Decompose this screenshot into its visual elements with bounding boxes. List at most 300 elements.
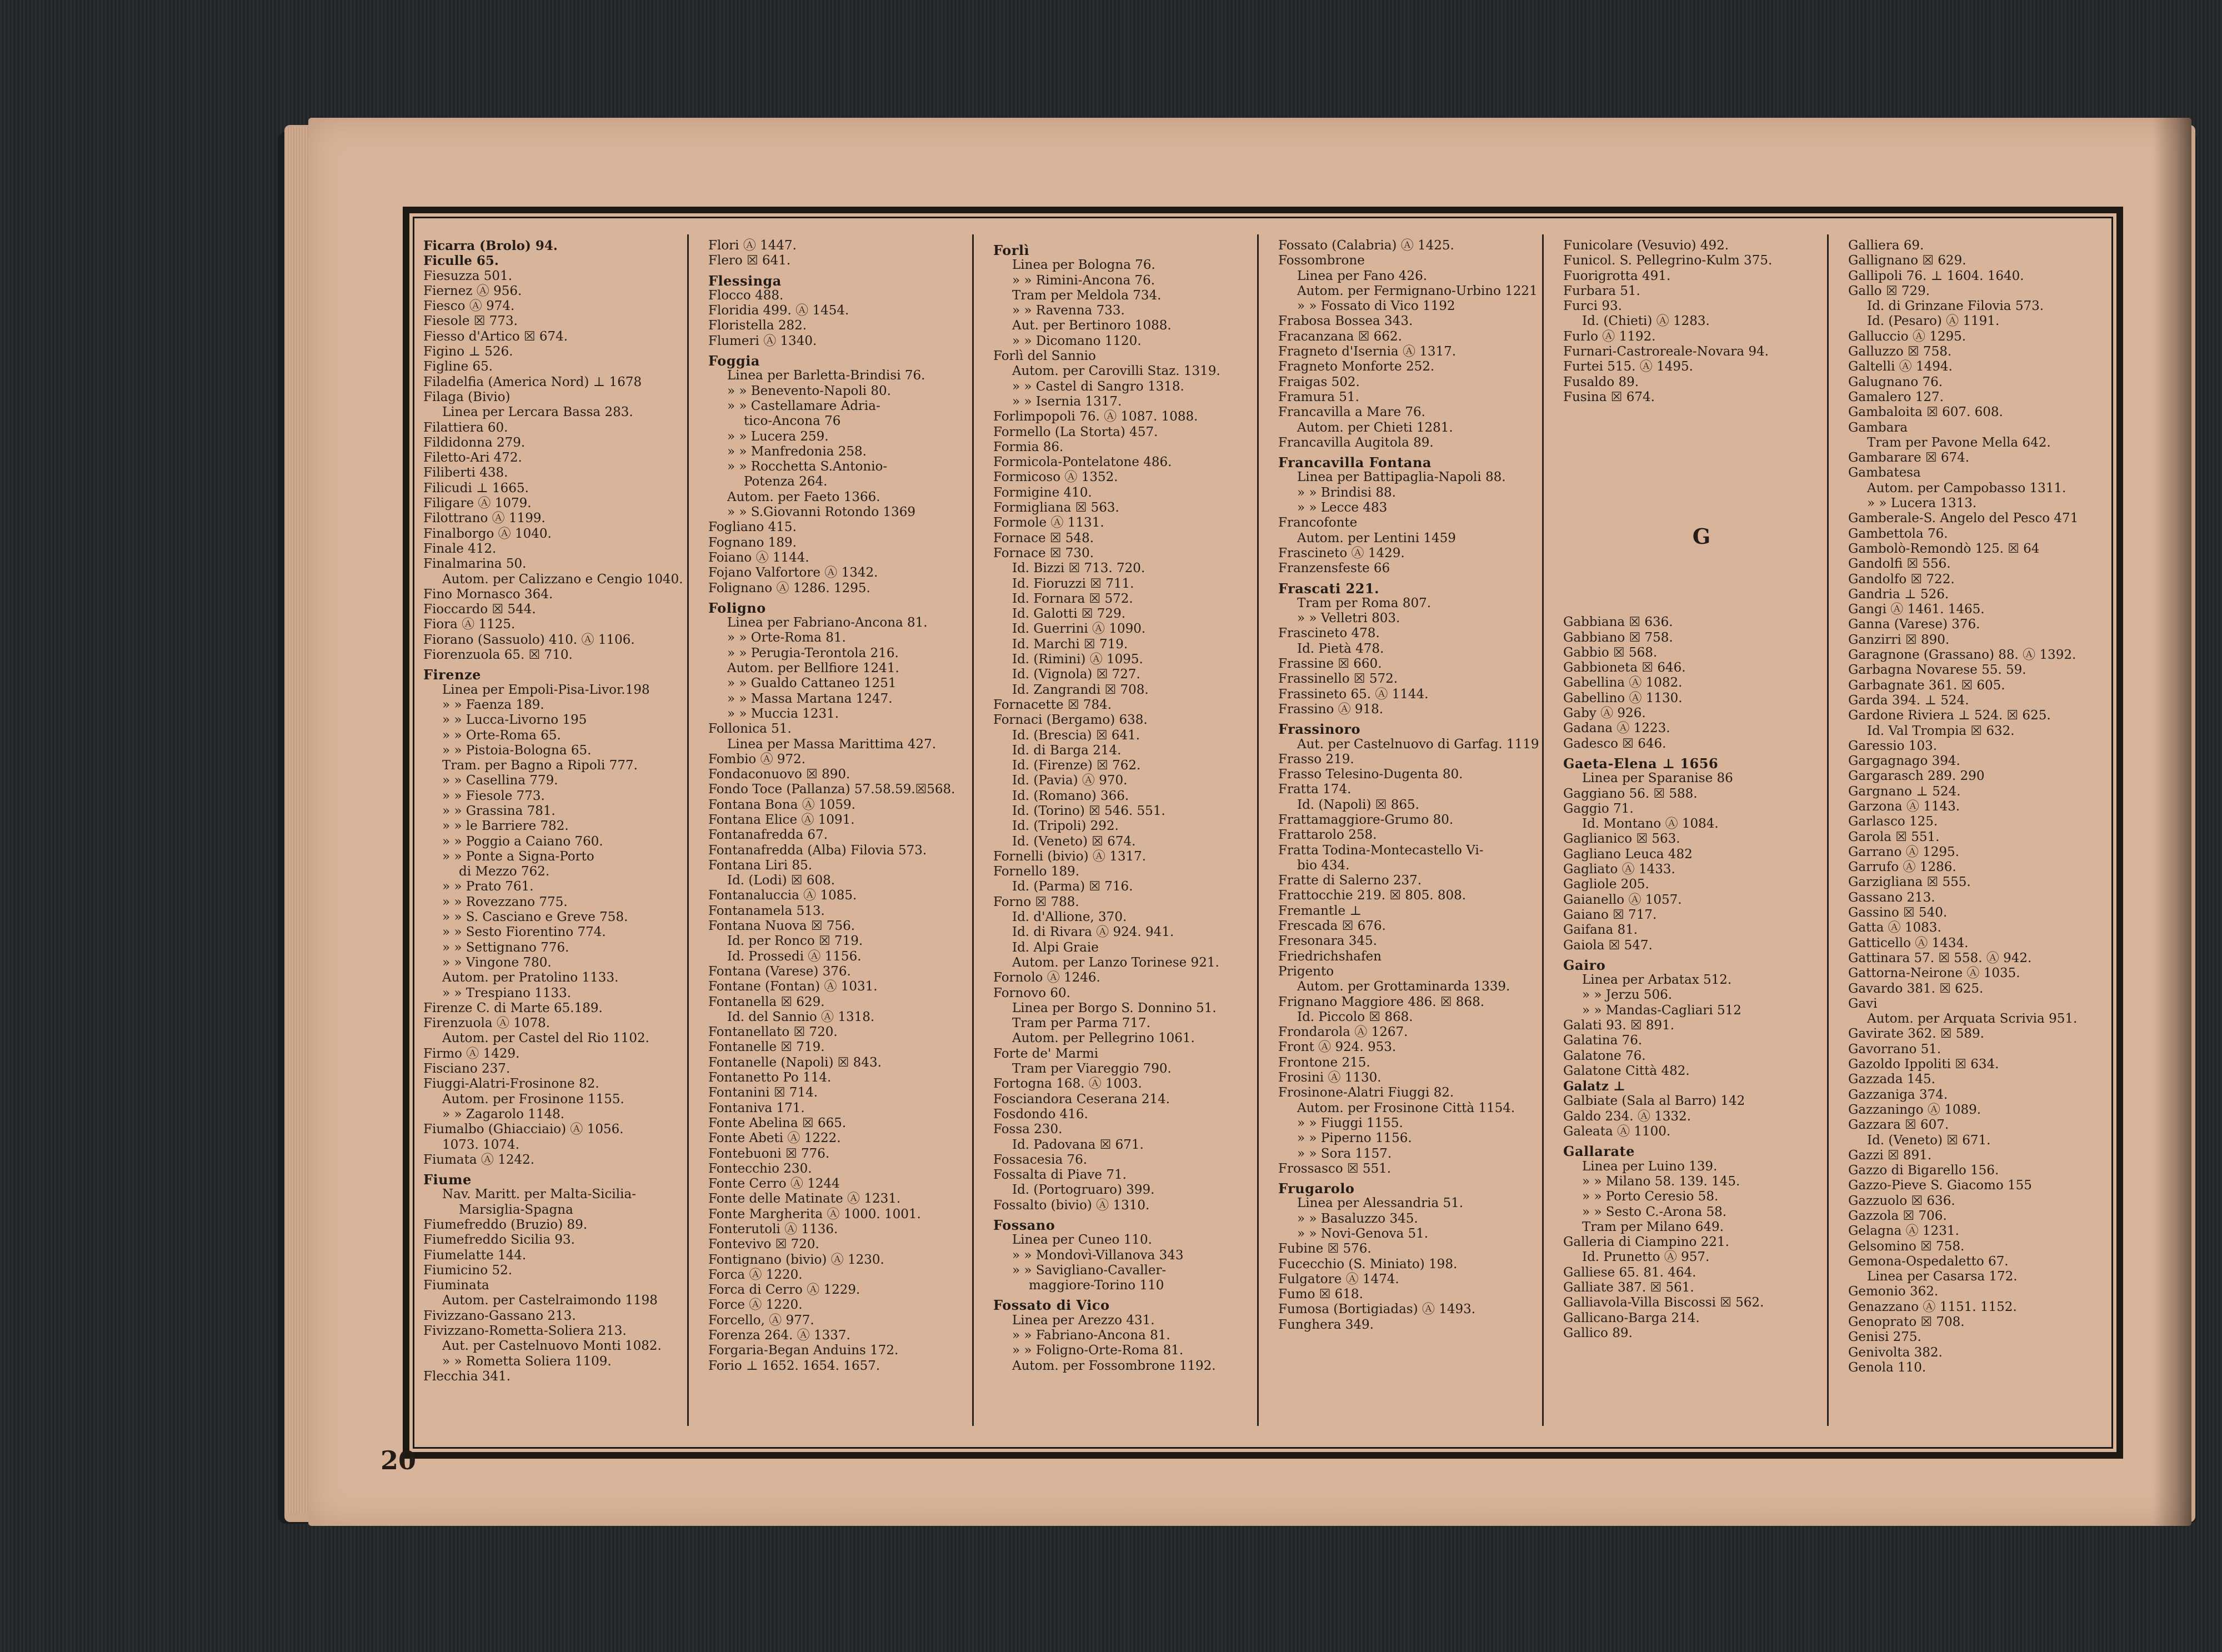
index-entry: Id. Bizzi ☒ 713. 720. <box>1012 561 1145 576</box>
index-entry: Fonterutoli Ⓐ 1136. <box>708 1222 838 1237</box>
index-entry: Frabosa Bossea 343. <box>1278 314 1413 329</box>
index-entry: Fontanetto Po 114. <box>708 1070 832 1085</box>
index-frame <box>403 207 2123 1459</box>
index-entry: » » Manfredonia 258. <box>727 444 867 459</box>
index-entry: Forio ⊥ 1652. 1654. 1657. <box>708 1358 880 1373</box>
index-entry: » » Orte-Roma 65. <box>442 728 561 743</box>
page-number: 20 <box>381 1445 417 1475</box>
index-column-6 <box>1848 238 2125 1433</box>
index-entry: » » Orte-Roma 81. <box>727 630 846 645</box>
index-entry: Garlasco 125. <box>1848 814 1938 829</box>
index-entry: Fratta 174. <box>1278 782 1352 797</box>
index-entry: Fontana Bona Ⓐ 1059. <box>708 797 855 812</box>
index-entry: Galliera 69. <box>1848 238 1924 253</box>
index-entry: Aut. per Castelnuovo di Garfag. 1119 <box>1297 737 1539 752</box>
index-heading: Francavilla Fontana <box>1278 454 1432 471</box>
index-entry: Autom. per Campobasso 1311. <box>1867 480 2066 495</box>
index-entry: Frignano Maggiore 486. ☒ 868. <box>1278 994 1485 1009</box>
index-entry: Gazzaningo Ⓐ 1089. <box>1848 1102 1981 1117</box>
index-entry: » » Muccia 1231. <box>727 706 839 721</box>
index-entry: Fucecchio (S. Miniato) 198. <box>1278 1256 1458 1271</box>
index-entry: Genisi 275. <box>1848 1330 1921 1345</box>
index-entry: » » Faenza 189. <box>442 697 544 712</box>
index-entry: Frascineto Ⓐ 1429. <box>1278 545 1405 560</box>
index-entry: Id. (Lodi) ☒ 608. <box>727 873 835 888</box>
index-entry: Id. Val Trompia ☒ 632. <box>1867 723 2015 738</box>
index-entry: di Mezzo 762. <box>459 864 550 879</box>
index-entry: Linea per Borgo S. Donnino 51. <box>1012 1000 1217 1015</box>
index-heading: Frugarolo <box>1278 1180 1355 1197</box>
index-entry: Tram per Milano 649. <box>1582 1219 1724 1234</box>
index-entry: » » Foligno-Orte-Roma 81. <box>1012 1343 1184 1358</box>
index-entry: Fivizzano-Rometta-Soliera 213. <box>423 1324 627 1339</box>
index-entry: Gamberale-S. Angelo del Pesco 471 <box>1848 511 2079 526</box>
index-entry: Galati 93. ☒ 891. <box>1563 1018 1675 1033</box>
index-entry: Gattorna-Neirone Ⓐ 1035. <box>1848 966 2020 981</box>
index-entry: Autom. per Castel del Rio 1102. <box>442 1031 649 1046</box>
index-entry: Genazzano Ⓐ 1151. 1152. <box>1848 1299 2017 1314</box>
book-page <box>308 118 2191 1526</box>
index-entry: Tram per Roma 807. <box>1297 595 1432 610</box>
index-entry: Id. Galotti ☒ 729. <box>1012 607 1126 622</box>
index-entry: Filetto-Ari 472. <box>423 450 522 465</box>
index-entry: » » Savigliano-Cavaller- <box>1012 1263 1167 1278</box>
index-heading: Fossano <box>993 1217 1055 1233</box>
index-entry: Fortogna 168. Ⓐ 1003. <box>993 1077 1142 1092</box>
index-entry: » » Trespiano 1133. <box>442 985 572 1000</box>
index-entry: » » Fiesole 773. <box>442 788 545 803</box>
index-entry: Figline 65. <box>423 359 493 374</box>
index-entry: » » Massa Martana 1247. <box>727 691 893 706</box>
index-entry: » » Ponte a Signa-Porto <box>442 849 594 864</box>
index-entry: Formello (La Storta) 457. <box>993 424 1158 439</box>
index-entry: Fiuminata <box>423 1278 489 1293</box>
index-entry: Flero ☒ 641. <box>708 253 791 268</box>
index-entry: Forca Ⓐ 1220. <box>708 1267 803 1282</box>
index-entry: Fontebuoni ☒ 776. <box>708 1146 830 1161</box>
index-entry: Gazzola ☒ 706. <box>1848 1209 1947 1223</box>
index-entry: Gaianello Ⓐ 1057. <box>1563 892 1682 907</box>
index-entry: Id. (Rimini) Ⓐ 1095. <box>1012 652 1143 667</box>
index-entry: » » Zagarolo 1148. <box>442 1107 565 1122</box>
index-entry: Id. di Grinzane Filovia 573. <box>1867 299 2044 314</box>
index-entry: Frattarolo 258. <box>1278 828 1377 843</box>
index-entry: Fiesco Ⓐ 974. <box>423 299 515 314</box>
blank-line <box>1563 458 1840 485</box>
index-entry: Gambara <box>1848 420 1908 435</box>
index-entry: Formicola-Pontelatone 486. <box>993 455 1172 470</box>
index-entry: Forgaria-Began Anduins 172. <box>708 1343 899 1358</box>
index-entry: Genola 110. <box>1848 1360 1926 1375</box>
index-entry: Fontanella ☒ 629. <box>708 994 825 1009</box>
index-entry: Fonte Margherita Ⓐ 1000. 1001. <box>708 1207 921 1222</box>
index-entry: Funicolare (Vesuvio) 492. <box>1563 238 1729 253</box>
index-entry: Gargarasch 289. 290 <box>1848 769 1985 784</box>
index-entry: Garbagna Novarese 55. 59. <box>1848 663 2026 678</box>
index-entry: Follonica 51. <box>708 722 792 737</box>
index-entry: Fiesole ☒ 773. <box>423 314 518 329</box>
index-heading: Fossato di Vico <box>993 1297 1110 1314</box>
index-entry: Fonte Cerro Ⓐ 1244 <box>708 1177 840 1192</box>
index-entry: Galtelli Ⓐ 1494. <box>1848 359 1953 374</box>
index-entry: Marsiglia-Spagna <box>459 1202 573 1217</box>
index-entry: Funghera 349. <box>1278 1317 1374 1332</box>
index-entry: Id. (Veneto) ☒ 671. <box>1867 1133 1991 1148</box>
index-entry: Id. Fornara ☒ 572. <box>1012 591 1133 606</box>
index-entry: Gazzo di Bigarello 156. <box>1848 1163 1999 1178</box>
index-entry: Gattinara 57. ☒ 558. Ⓐ 942. <box>1848 950 2032 965</box>
index-entry: Fiorano (Sassuolo) 410. Ⓐ 1106. <box>423 632 635 647</box>
index-entry: Id. Prunetto Ⓐ 957. <box>1582 1250 1710 1265</box>
index-entry: Gallico 89. <box>1563 1325 1633 1340</box>
index-entry: Fontanamela 513. <box>708 903 825 918</box>
index-entry: Gangi Ⓐ 1461. 1465. <box>1848 602 1985 617</box>
index-entry: Gabbiana ☒ 636. <box>1563 615 1673 630</box>
index-column-2 <box>708 238 985 1433</box>
index-entry: Fulgatore Ⓐ 1474. <box>1278 1271 1399 1286</box>
index-entry: » » Casellina 779. <box>442 773 558 788</box>
index-heading: Gairo <box>1563 957 1606 973</box>
index-entry: Id. Prossedi Ⓐ 1156. <box>727 949 862 964</box>
index-entry: Id. (Pesaro) Ⓐ 1191. <box>1867 314 2000 329</box>
index-entry: Gelsomino ☒ 758. <box>1848 1239 1965 1254</box>
index-entry: Gazzara ☒ 607. <box>1848 1118 1949 1133</box>
index-entry: Fontanafredda 67. <box>708 828 828 843</box>
index-entry: Genivolta 382. <box>1848 1345 1943 1360</box>
index-entry: Gagliole 205. <box>1563 877 1649 892</box>
index-entry: Id. (Veneto) ☒ 674. <box>1012 834 1136 849</box>
index-entry: Autom. per Fermignano-Urbino 1221 <box>1297 283 1538 298</box>
index-entry: Linea per Arezzo 431. <box>1012 1313 1155 1328</box>
index-entry: Folignano Ⓐ 1286. 1295. <box>708 580 870 595</box>
index-entry: Fiesuzza 501. <box>423 268 513 283</box>
index-entry: Autom. per Carovilli Staz. 1319. <box>1012 364 1220 379</box>
index-entry: » » Sora 1157. <box>1297 1146 1392 1161</box>
index-entry: Fontignano (bivio) Ⓐ 1230. <box>708 1252 884 1267</box>
index-entry: Fiumefreddo (Bruzio) 89. <box>423 1218 588 1232</box>
index-entry: Id. (Torino) ☒ 546. 551. <box>1012 803 1165 818</box>
index-entry: Autom. per Lanzo Torinese 921. <box>1012 955 1219 970</box>
index-entry: Fratta Todina-Montecastello Vi- <box>1278 843 1484 858</box>
index-entry: Autom. per Frosinone Città 1154. <box>1297 1100 1515 1115</box>
index-entry: Tram per Parma 717. <box>1012 1016 1151 1031</box>
index-entry: Id. Zangrandi ☒ 708. <box>1012 682 1149 697</box>
index-entry: » » Benevento-Napoli 80. <box>727 383 891 398</box>
index-entry: Foiano Ⓐ 1144. <box>708 550 809 565</box>
index-entry: » » Fossato di Vico 1192 <box>1297 299 1455 314</box>
index-entry: Forte de' Marmi <box>993 1046 1099 1061</box>
index-entry: Fiesso d'Artico ☒ 674. <box>423 329 568 344</box>
index-entry: Gaiola ☒ 547. <box>1563 938 1653 953</box>
index-entry: Id. per Ronco ☒ 719. <box>727 934 863 949</box>
index-entry: Formicoso Ⓐ 1352. <box>993 470 1118 485</box>
index-entry: Gemona-Ospedaletto 67. <box>1848 1254 2009 1269</box>
index-entry: Gatta Ⓐ 1083. <box>1848 920 1941 935</box>
index-entry: Gazoldo Ippoliti ☒ 634. <box>1848 1057 1999 1072</box>
index-entry: Gallo ☒ 729. <box>1848 283 1930 298</box>
letter-heading: G <box>1692 524 1711 549</box>
index-column-4 <box>1278 238 1555 1433</box>
index-entry: » » Rovezzano 775. <box>442 894 568 909</box>
index-entry: Fontanelle (Napoli) ☒ 843. <box>708 1055 882 1070</box>
index-entry: Fontane (Fontan) Ⓐ 1031. <box>708 979 878 994</box>
index-column-3 <box>993 238 1270 1433</box>
index-entry: Linea per Luino 139. <box>1582 1159 1718 1174</box>
index-entry: Frassinello ☒ 572. <box>1278 672 1398 687</box>
index-entry: Tram. per Bagno a Ripoli 777. <box>442 758 638 773</box>
index-entry: Filattiera 60. <box>423 420 508 435</box>
index-entry: Id. (Tripoli) 292. <box>1012 819 1119 834</box>
index-entry: Fossacesia 76. <box>993 1152 1088 1167</box>
index-entry: Gazzada 145. <box>1848 1072 1935 1087</box>
index-entry: Fossombrone <box>1278 253 1365 268</box>
index-entry: Galluccio Ⓐ 1295. <box>1848 329 1966 344</box>
index-entry: Fornovo 60. <box>993 985 1070 1000</box>
index-entry: Autom. per Frosinone 1155. <box>442 1092 624 1107</box>
index-entry: Gavardo 381. ☒ 625. <box>1848 981 1984 996</box>
index-entry: Fornace ☒ 548. <box>993 530 1094 545</box>
index-entry: » » Sesto Fiorentino 774. <box>442 925 606 940</box>
index-entry: Id. (Romano) 366. <box>1012 788 1129 803</box>
index-entry: Fonte Abeti Ⓐ 1222. <box>708 1131 841 1146</box>
index-entry: Fossato (Calabria) Ⓐ 1425. <box>1278 238 1454 253</box>
index-entry: Id. (Vignola) ☒ 727. <box>1012 667 1140 682</box>
index-entry: Fondo Toce (Pallanza) 57.58.59.☒568. <box>708 782 955 797</box>
index-entry: Galbiate (Sala al Barro) 142 <box>1563 1094 1745 1109</box>
index-entry: Id. Montano Ⓐ 1084. <box>1582 817 1719 832</box>
index-entry: » » Rimini-Ancona 76. <box>1012 273 1155 288</box>
index-entry: Gaglianico ☒ 563. <box>1563 832 1680 847</box>
index-entry: Id. Marchi ☒ 719. <box>1012 637 1128 652</box>
index-entry: Id. Guerrini Ⓐ 1090. <box>1012 622 1146 637</box>
index-entry: Fontana Nuova ☒ 756. <box>708 919 855 934</box>
index-entry: Fondaconuovo ☒ 890. <box>708 767 850 782</box>
index-entry: Id. (Chieti) Ⓐ 1283. <box>1582 314 1710 329</box>
index-entry: » » Lucera 1313. <box>1867 496 1977 511</box>
index-entry: » » Jerzu 506. <box>1582 988 1673 1003</box>
index-entry: » » Settignano 776. <box>442 940 569 955</box>
index-entry: Frassineto 65. Ⓐ 1144. <box>1278 687 1429 702</box>
index-entry: Garrano Ⓐ 1295. <box>1848 844 1959 859</box>
index-entry: » » Ravenna 733. <box>1012 303 1125 318</box>
index-entry: Fiorenzuola 65. ☒ 710. <box>423 648 573 663</box>
index-entry: » » Pistoia-Bologna 65. <box>442 743 592 758</box>
index-entry: Gaifana 81. <box>1563 923 1638 938</box>
index-entry: Gadana Ⓐ 1223. <box>1563 721 1670 736</box>
index-entry: Gandolfo ☒ 722. <box>1848 572 1955 587</box>
index-entry: Gaiano ☒ 717. <box>1563 907 1657 922</box>
index-entry: Autom. per Pratolino 1133. <box>442 970 619 985</box>
index-entry: Filiberti 438. <box>423 465 508 480</box>
index-entry: Galugnano 76. <box>1848 374 1943 389</box>
index-entry: Fognano 189. <box>708 535 797 550</box>
index-entry: Funicol. S. Pellegrino-Kulm 375. <box>1563 253 1773 268</box>
index-entry: Frasso 219. <box>1278 752 1354 767</box>
index-entry: Fragneto d'Isernia Ⓐ 1317. <box>1278 344 1457 359</box>
index-entry: bio 434. <box>1297 858 1350 873</box>
index-entry: Gagliato Ⓐ 1433. <box>1563 862 1675 877</box>
index-entry: Autom. per Arquata Scrivia 951. <box>1867 1012 2078 1027</box>
index-entry: Id. del Sannio Ⓐ 1318. <box>727 1009 875 1024</box>
index-entry: Frescada ☒ 676. <box>1278 919 1386 934</box>
index-entry: Id. Alpi Graie <box>1012 940 1099 955</box>
index-entry: » » Brindisi 88. <box>1297 485 1396 500</box>
index-entry: Galatone 76. <box>1563 1048 1646 1063</box>
index-entry: Gabellino Ⓐ 1130. <box>1563 690 1683 705</box>
index-entry: Gavirate 362. ☒ 589. <box>1848 1027 1984 1042</box>
index-entry: Ficarra (Brolo) 94. <box>423 238 558 253</box>
index-entry: Garzona Ⓐ 1143. <box>1848 799 1960 814</box>
index-entry: Id. di Rivara Ⓐ 924. 941. <box>1012 925 1174 940</box>
index-entry: Fumosa (Bortigiadas) Ⓐ 1493. <box>1278 1302 1476 1317</box>
index-entry: Franzensfeste 66 <box>1278 561 1390 576</box>
index-entry: Id. d'Allione, 370. <box>1012 910 1127 925</box>
index-entry: Prigento <box>1278 964 1334 979</box>
index-entry: Tram per Viareggio 790. <box>1012 1062 1172 1077</box>
blank-line <box>1563 562 1840 588</box>
index-entry: » » Milano 58. 139. 145. <box>1582 1174 1740 1189</box>
index-entry: » » Lucca-Livorno 195 <box>442 713 587 728</box>
index-entry: tico-Ancona 76 <box>744 414 841 429</box>
index-entry: Frascineto 478. <box>1278 626 1380 641</box>
book-spine-shadow <box>2153 118 2191 1526</box>
index-entry: Gaby Ⓐ 926. <box>1563 706 1646 721</box>
index-entry: Fornelli (bivio) Ⓐ 1317. <box>993 849 1147 864</box>
index-entry: Autom. per Calizzano e Cengio 1040. <box>442 572 683 587</box>
index-entry: » » Vingone 780. <box>442 955 552 970</box>
index-entry: Id. (Brescia) ☒ 641. <box>1012 728 1140 743</box>
index-entry: Frassine ☒ 660. <box>1278 657 1382 672</box>
index-entry: » » Castel di Sangro 1318. <box>1012 379 1184 394</box>
index-entry: Garola ☒ 551. <box>1848 829 1940 844</box>
index-entry: Gambolò-Remondò 125. ☒ 64 <box>1848 541 2040 556</box>
index-entry: Filadelfia (America Nord) ⊥ 1678 <box>423 374 642 389</box>
index-entry: Firmo Ⓐ 1429. <box>423 1046 520 1061</box>
index-entry: Galatz ⊥ <box>1563 1079 1625 1094</box>
index-entry: Fontana Elice Ⓐ 1091. <box>708 812 855 827</box>
index-entry: Fraigas 502. <box>1278 374 1360 389</box>
index-entry: Fratte di Salerno 237. <box>1278 873 1422 888</box>
index-entry: Firenzuola Ⓐ 1078. <box>423 1016 551 1031</box>
index-entry: Floridia 499. Ⓐ 1454. <box>708 303 849 318</box>
index-entry: Id. Pietà 478. <box>1297 641 1384 656</box>
index-entry: Fombio Ⓐ 972. <box>708 752 806 767</box>
index-entry: Gamalero 127. <box>1848 389 1944 404</box>
index-entry: Fontanellato ☒ 720. <box>708 1025 838 1040</box>
index-entry: Gazzi ☒ 891. <box>1848 1148 1932 1163</box>
index-entry: Fontevivo ☒ 720. <box>708 1237 819 1252</box>
index-entry: Fontanafredda (Alba) Filovia 573. <box>708 843 927 858</box>
index-entry: » » Dicomano 1120. <box>1012 333 1142 348</box>
index-entry: Fontanaluccia Ⓐ 1085. <box>708 888 857 903</box>
index-entry: Fonte Abelina ☒ 665. <box>708 1115 847 1130</box>
index-heading: Gaeta-Elena ⊥ 1656 <box>1563 755 1719 772</box>
index-entry: » » Perugia-Terontola 216. <box>727 645 899 660</box>
index-entry: Fubine ☒ 576. <box>1278 1241 1372 1256</box>
index-entry: Linea per Fabriano-Ancona 81. <box>727 615 928 630</box>
index-entry: Finale 412. <box>423 541 497 556</box>
index-entry: Fonte delle Matinate Ⓐ 1231. <box>708 1192 901 1207</box>
index-entry: Potenza 264. <box>744 474 828 489</box>
index-entry: Linea per Massa Marittima 427. <box>727 737 937 752</box>
index-entry: Fragneto Monforte 252. <box>1278 359 1435 374</box>
index-entry: Fornolo Ⓐ 1246. <box>993 970 1100 985</box>
index-entry: » » Rocchetta S.Antonio- <box>727 459 888 474</box>
index-entry: Fontecchio 230. <box>708 1161 812 1176</box>
index-entry: Gargagnago 394. <box>1848 754 1960 769</box>
index-entry: Id. di Barga 214. <box>1012 743 1122 758</box>
index-entry: Linea per Fano 426. <box>1297 268 1428 283</box>
index-entry: Fildidonna 279. <box>423 435 526 450</box>
index-entry: Gagliano Leuca 482 <box>1563 847 1693 862</box>
index-entry: Galliese 65. 81. 464. <box>1563 1265 1696 1280</box>
index-entry: Fornacette ☒ 784. <box>993 697 1112 712</box>
index-heading: Gallarate <box>1563 1143 1635 1160</box>
index-entry: Galluzzo ☒ 758. <box>1848 344 1952 359</box>
index-entry: Id. (Napoli) ☒ 865. <box>1297 797 1419 812</box>
index-entry: Fiuggi-Alatri-Frosinone 82. <box>423 1077 599 1092</box>
index-entry: Forlimpopoli 76. Ⓐ 1087. 1088. <box>993 409 1198 424</box>
index-entry: Autom. per Castelraimondo 1198 <box>442 1293 658 1308</box>
index-entry: Fracanzana ☒ 662. <box>1278 329 1402 344</box>
blank-line <box>1563 485 1840 512</box>
index-entry: Frasso Telesino-Dugenta 80. <box>1278 767 1463 782</box>
index-entry: Linea per Sparanise 86 <box>1582 771 1733 786</box>
index-entry: Forcello, Ⓐ 977. <box>708 1313 814 1328</box>
index-entry: Furci 93. <box>1563 299 1622 314</box>
index-entry: Gatticello Ⓐ 1434. <box>1848 935 1969 950</box>
index-entry: » » Isernia 1317. <box>1012 394 1122 409</box>
index-entry: Tram per Meldola 734. <box>1012 288 1162 303</box>
index-entry: Garbagnate 361. ☒ 605. <box>1848 678 2005 693</box>
index-column-1 <box>423 238 700 1433</box>
index-entry: Linea per Alessandria 51. <box>1297 1196 1464 1211</box>
index-entry: Id. (Parma) ☒ 716. <box>1012 879 1133 894</box>
index-heading: Firenze <box>423 667 481 683</box>
index-entry: Frattamaggiore-Grumo 80. <box>1278 812 1454 827</box>
index-entry: Francofonte <box>1278 515 1358 530</box>
index-entry: » » Velletri 803. <box>1297 611 1400 626</box>
index-entry: Fiumalbo (Ghiacciaio) Ⓐ 1056. <box>423 1122 624 1137</box>
index-entry: Garagnone (Grassano) 88. Ⓐ 1392. <box>1848 648 2076 663</box>
index-entry: Gambaloita ☒ 607. 608. <box>1848 405 2003 420</box>
index-entry: Galeata Ⓐ 1100. <box>1563 1124 1671 1139</box>
index-entry: Autom. per Faeto 1366. <box>727 489 880 504</box>
index-entry: Galliavola-Villa Biscossi ☒ 562. <box>1563 1295 1764 1310</box>
index-entry: Forno ☒ 788. <box>993 894 1079 909</box>
index-entry: Gandria ⊥ 526. <box>1848 587 1949 602</box>
index-entry: Formole Ⓐ 1131. <box>993 515 1104 530</box>
index-entry: Fontanelle ☒ 719. <box>708 1040 825 1055</box>
index-entry: Galliate 387. ☒ 561. <box>1563 1280 1694 1295</box>
index-entry: Ganna (Varese) 376. <box>1848 617 1980 632</box>
index-entry: Fossa 230. <box>993 1122 1063 1137</box>
index-heading: Forlì <box>993 242 1030 258</box>
index-entry: maggiore-Torino 110 <box>1029 1278 1164 1293</box>
index-entry: Francavilla a Mare 76. <box>1278 405 1425 420</box>
index-heading: Frascati 221. <box>1278 580 1379 597</box>
index-entry: Galdo 234. Ⓐ 1332. <box>1563 1109 1691 1124</box>
index-entry: Frassino Ⓐ 918. <box>1278 702 1384 717</box>
index-entry: Linea per Battipaglia-Napoli 88. <box>1297 470 1506 485</box>
index-entry: Flecchia 341. <box>423 1369 511 1384</box>
index-heading: Flessinga <box>708 272 782 289</box>
index-entry: Fosdondo 416. <box>993 1107 1088 1122</box>
index-entry: Gabbio ☒ 568. <box>1563 645 1658 660</box>
index-entry: Linea per Cuneo 110. <box>1012 1233 1152 1248</box>
index-entry: » » Piperno 1156. <box>1297 1131 1412 1146</box>
index-entry: Nav. Maritt. per Malta-Sicilia- <box>442 1187 636 1202</box>
